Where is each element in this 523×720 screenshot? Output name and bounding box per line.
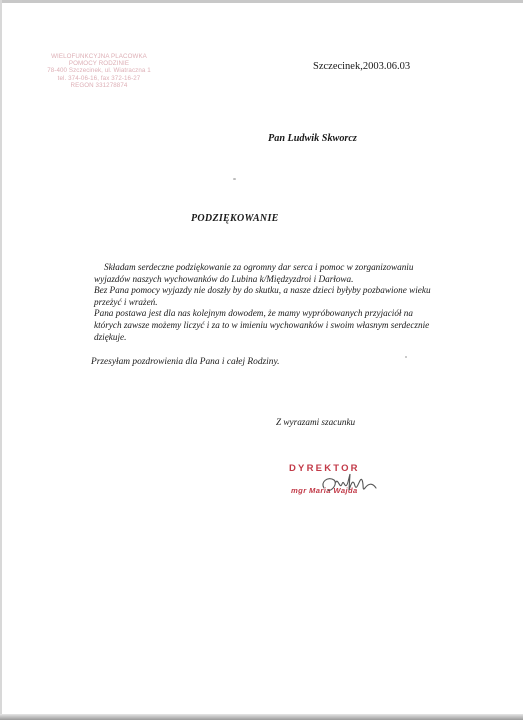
page-top-edge: [0, 0, 523, 3]
director-name: mgr Maria Wajda: [291, 486, 358, 495]
stamp-line: tel. 374-06-16, fax 372-16-27: [57, 74, 141, 82]
stamp-line: POMOCY RODZINIE: [68, 60, 130, 68]
recipient-name: Pan Ludwik Skworcz: [268, 133, 357, 144]
body-line: Składam serdeczne podziękowanie za ogromny dar serca i pomoc w zorganizowaniu: [104, 262, 414, 272]
stamp-line: REGON 331278874: [70, 81, 128, 89]
letter-closing: Z wyrazami szacunku: [276, 417, 356, 427]
page-left-edge: [0, 0, 2, 720]
letter-regards: Przesyłam pozdrowienia dla Pana i całej Rodziny.: [91, 357, 280, 367]
letter-title: PODZIĘKOWANIE: [191, 213, 279, 224]
page-bottom-edge: [0, 714, 523, 720]
body-line: dziękuje.: [94, 331, 127, 342]
handwritten-signature: [318, 468, 388, 500]
body-line: przeżyć i wrażeń.: [94, 296, 158, 307]
scan-speck: [405, 356, 407, 358]
body-line: wyjazdów naszych wychowanków do Lubina k/Międzyzdroi i Darłowa.: [94, 273, 354, 284]
institution-stamp: [33, 53, 165, 89]
body-line: których zawsze możemy liczyć i za to w imieniu wychowanków i swoim własnym serdecznie: [94, 319, 430, 330]
letter-date: Szczecinek,2003.06.03: [313, 61, 411, 72]
stamp-line: 78-400 Szczecinek, ul. Wiatraczna 1: [47, 67, 151, 75]
director-title: DYREKTOR: [289, 463, 360, 474]
body-line: Pana postawa jest dla nas kolejnym dowodem, że mamy wypróbowanych przyjaciół na: [94, 308, 413, 319]
stamp-line: WIELOFUNKCYJNA PLACÓWKA: [51, 53, 147, 60]
scan-speck: [233, 178, 236, 180]
body-line: Bez Pana pomocy wyjazdy nie doszły by do skutku, a nasze dzieci byłyby pozbawione wieku: [94, 285, 431, 296]
letter-body: [94, 262, 456, 343]
